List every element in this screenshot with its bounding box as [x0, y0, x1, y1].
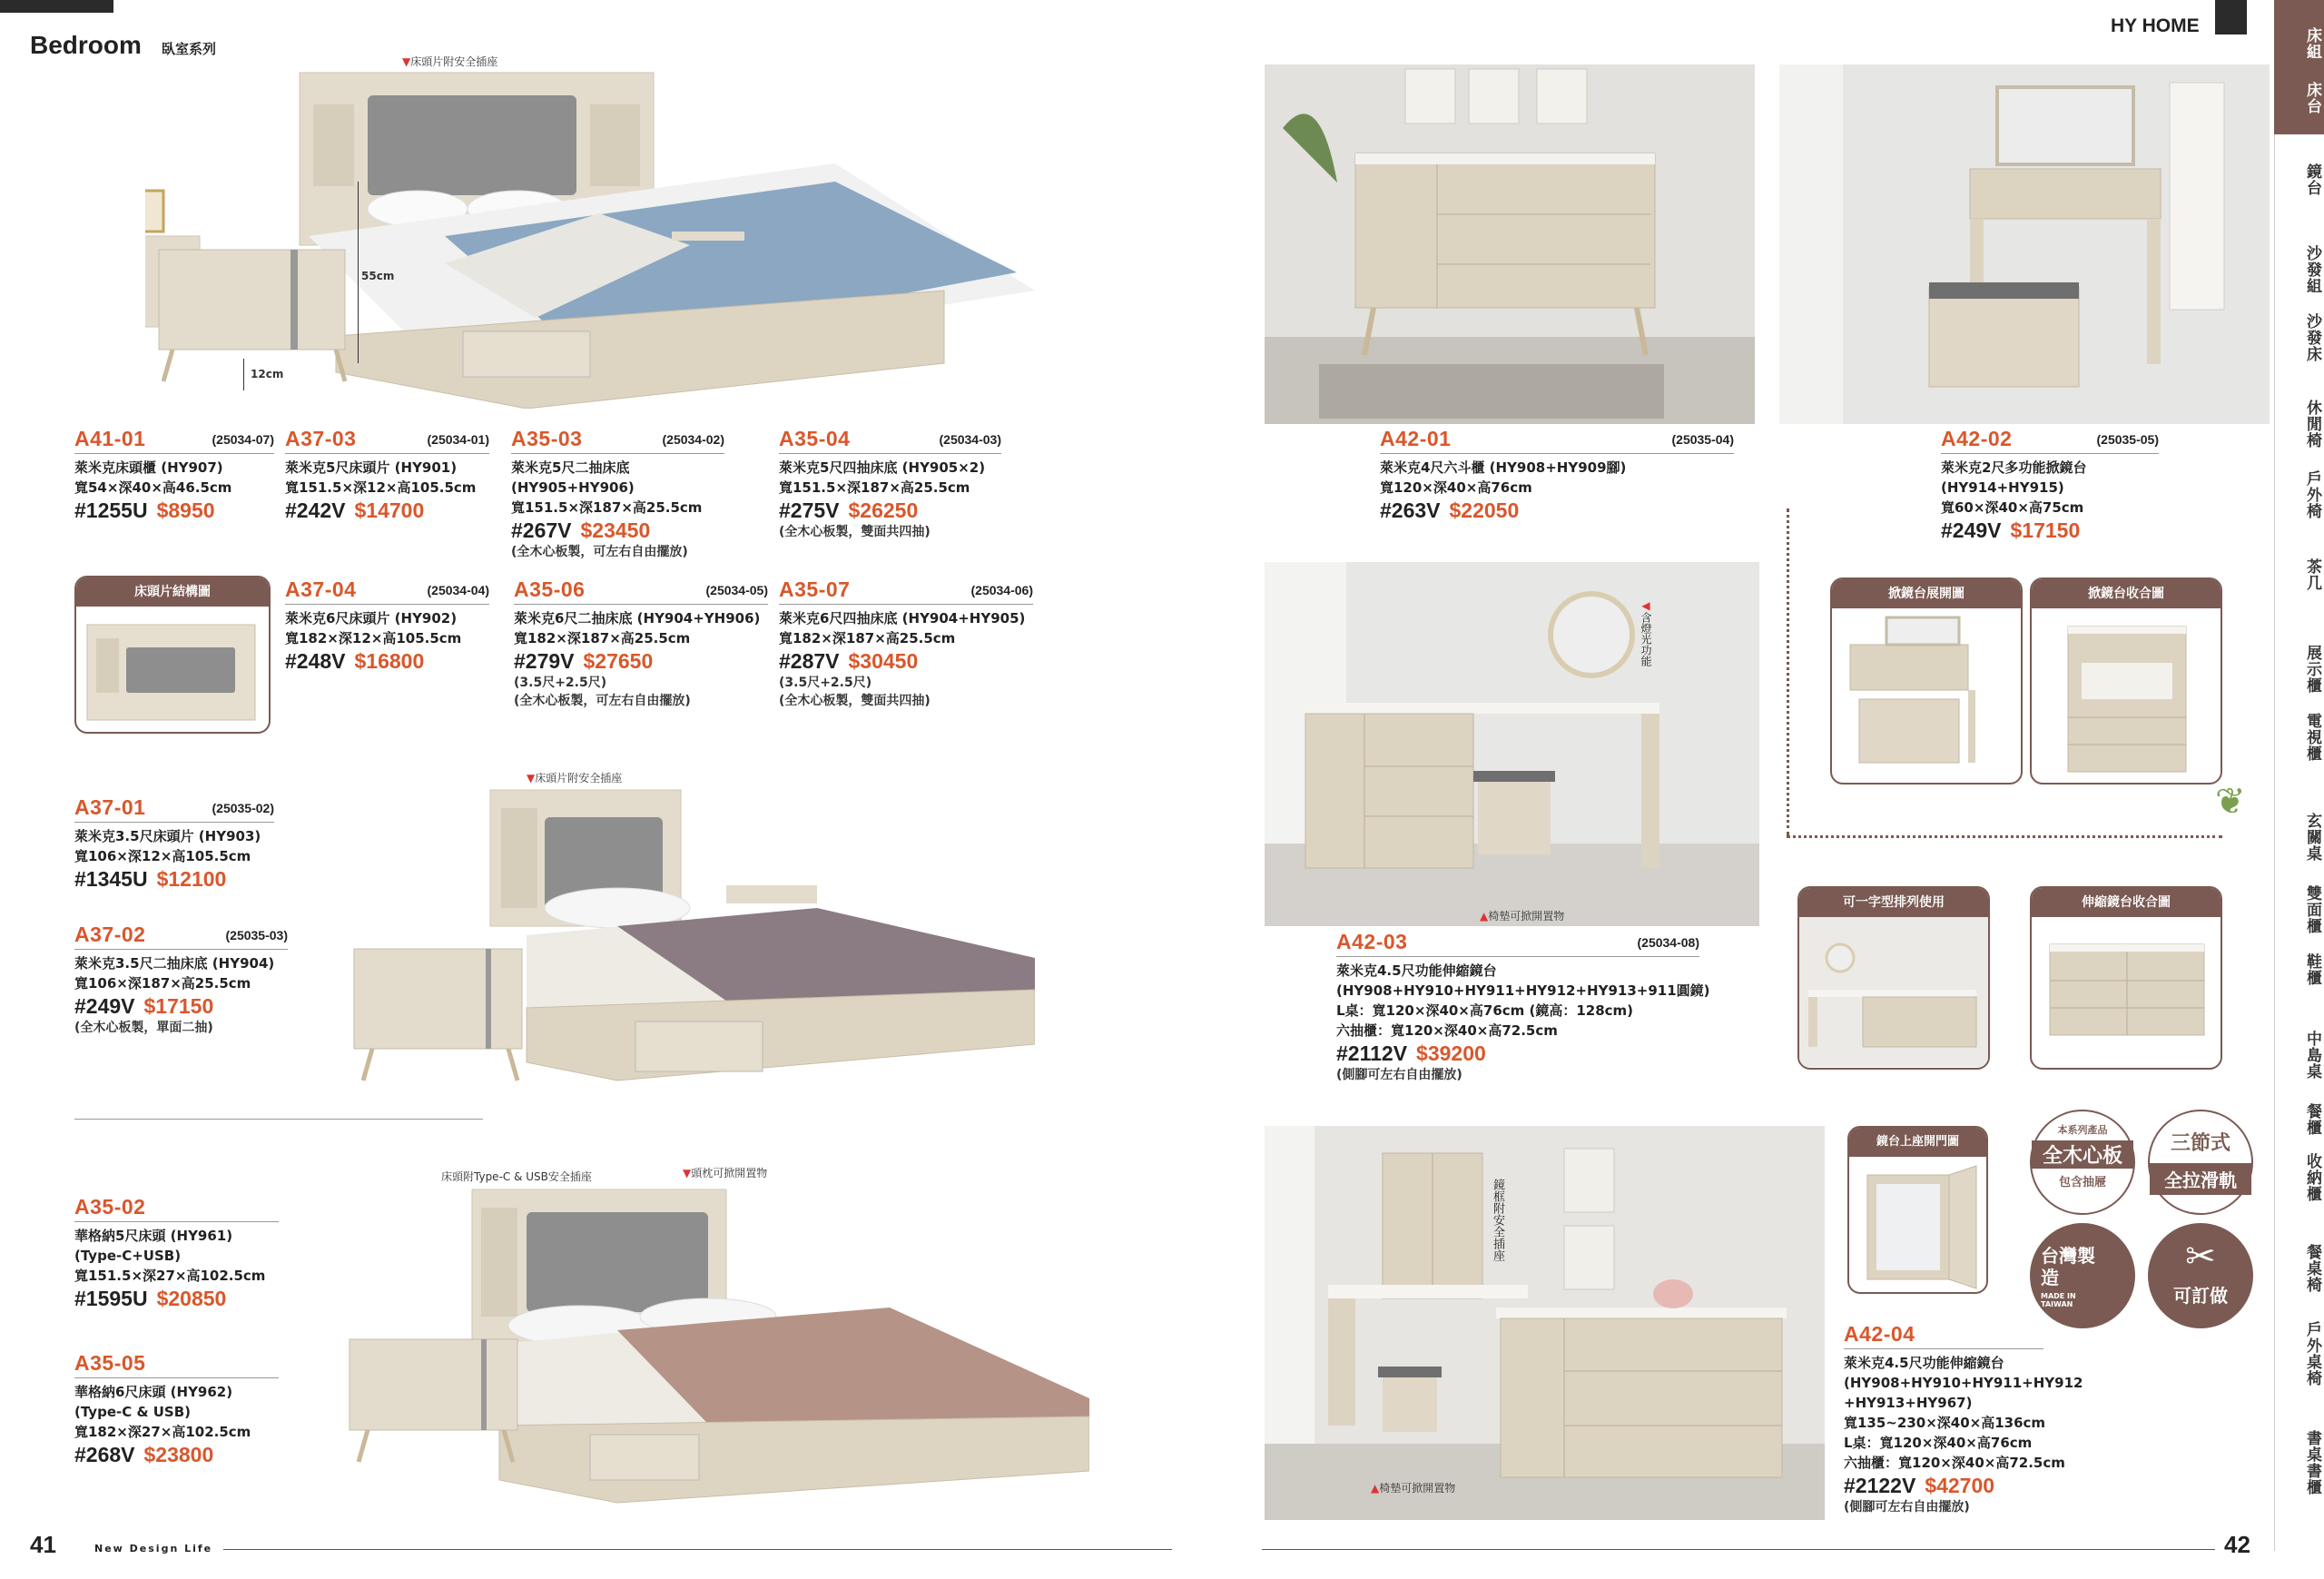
- inline-use-label: 可一字型排列使用: [1799, 888, 1988, 917]
- seat-annotation-2: ▲椅墊可掀開置物: [1371, 1482, 1456, 1495]
- product-ref: (25034-08): [1637, 935, 1699, 950]
- solid-wood-badge-sub: 包含抽屜: [2058, 1176, 2106, 1189]
- vanity-closed-box: [2030, 577, 2222, 785]
- section-divider-left: [74, 1119, 483, 1120]
- sidebar-item-lounge-chair[interactable]: 休閒椅: [2303, 400, 2321, 449]
- product-dimensions: 寬182×深187×高25.5cm: [514, 630, 691, 646]
- product-code: A37-01: [74, 795, 146, 819]
- product-price: #267V $23450: [511, 518, 651, 542]
- product-dimensions: 寬151.5×深187×高25.5cm: [511, 499, 703, 516]
- header-bar-right: [2215, 0, 2247, 35]
- product-price: #242V $14700: [285, 498, 425, 522]
- header-bar-left: [0, 0, 113, 13]
- dimension-line-small: [243, 359, 244, 390]
- product-note: (3.5尺+2.5尺): [514, 676, 607, 690]
- product-dimensions: 寬120×深40×高76cm: [1380, 479, 1532, 496]
- product-dimensions: 寬54×深40×高46.5cm: [74, 479, 232, 496]
- sidebar-item-sofa-bed[interactable]: 沙發床: [2303, 313, 2321, 362]
- product-ref: (25034-02): [662, 432, 724, 447]
- vanity-closed-label: 掀鏡台收合圖: [2032, 579, 2221, 608]
- vanity-photo-a42-03: [1265, 562, 1759, 926]
- product-dimensions: 寬151.5×深187×高25.5cm: [779, 479, 970, 496]
- page-number-left: 41: [30, 1531, 56, 1558]
- sidebar-item-sideboard[interactable]: 餐櫃: [2303, 1103, 2321, 1136]
- product-name: 華格納5尺床頭 (HY961): [74, 1228, 233, 1244]
- product-a37-03: [285, 427, 489, 523]
- product-ref: (25035-03): [225, 928, 288, 942]
- product-code: A35-07: [779, 577, 851, 601]
- product-dimensions: 寬151.5×深27×高102.5cm: [74, 1268, 266, 1284]
- page-title: Bedroom: [30, 31, 142, 59]
- product-dimensions: 寬135~230×深40×高136cm: [1844, 1415, 2046, 1431]
- custom-order-badge-label: 可訂做: [2173, 1285, 2228, 1307]
- product-code: A35-04: [779, 427, 851, 450]
- product-ref: (25034-06): [970, 583, 1033, 597]
- product-name: 萊米克4.5尺功能伸縮鏡台: [1844, 1355, 2004, 1371]
- product-price: #1595U $20850: [74, 1287, 227, 1310]
- sidebar-item-dresser[interactable]: 鏡台: [2303, 163, 2321, 196]
- product-dimensions: 寬182×深12×高105.5cm: [285, 630, 462, 646]
- sidebar-item-dining-set[interactable]: 餐桌椅: [2303, 1244, 2321, 1293]
- light-annotation: ◀含燈光功能: [1640, 599, 1652, 666]
- product-code: A42-02: [1941, 427, 2013, 450]
- mirror-door-label: 鏡台上座開門圖: [1849, 1128, 1986, 1157]
- product-a37-01: [74, 795, 274, 892]
- vanity-photo-a42-04: [1265, 1126, 1825, 1520]
- product-model: (Type-C & USB): [74, 1404, 192, 1420]
- product-a35-05: [74, 1351, 279, 1467]
- product-code: A35-03: [511, 427, 583, 450]
- product-note-2: (全木心板製，可左右自由擺放): [514, 694, 691, 708]
- outlet-annotation-3: 床頭附Type-C & USB安全插座: [441, 1170, 592, 1183]
- product-name: 萊米克2尺多功能掀鏡台: [1941, 459, 2087, 476]
- sidebar-item-outdoor-set[interactable]: 戶外桌椅: [2303, 1321, 2321, 1387]
- height-label-12: 12cm: [251, 368, 284, 380]
- slide-rail-badge: [2148, 1110, 2253, 1215]
- solid-wood-badge: [2030, 1110, 2135, 1215]
- nightstand-image-3: [345, 1330, 527, 1466]
- product-name: 萊米克5尺四抽床底 (HY905×2): [779, 459, 986, 476]
- product-dimensions: 寬182×深187×高25.5cm: [779, 630, 956, 646]
- product-code: A42-01: [1380, 427, 1452, 450]
- solid-wood-badge-top: 本系列產品: [2057, 1124, 2108, 1136]
- headboard-structure-box: [74, 576, 271, 734]
- outlet-annotation-2: ▼床頭片附安全插座: [527, 772, 623, 785]
- product-model: (HY905+HY906): [511, 479, 635, 496]
- product-ref: (25035-02): [212, 801, 274, 815]
- inline-use-box: [1797, 886, 1990, 1070]
- product-model-2: +HY913+HY967): [1844, 1395, 1973, 1411]
- product-dimensions-2: 六抽櫃：寬120×深40×高72.5cm: [1336, 1022, 1558, 1039]
- product-name: 萊米克4尺六斗櫃 (HY908+HY909腳): [1380, 459, 1627, 476]
- product-dimensions: 寬106×深187×高25.5cm: [74, 975, 251, 992]
- solid-wood-badge-main: 全木心板: [2032, 1140, 2133, 1169]
- product-dimensions: 寬151.5×深12×高105.5cm: [285, 479, 477, 496]
- product-price: #268V $23800: [74, 1443, 214, 1466]
- product-a42-02: [1941, 427, 2159, 543]
- mirror-outlet-annotation: 鏡框附安全插座: [1491, 1179, 1504, 1261]
- vanity-open-box: [1830, 577, 2023, 785]
- sidebar-item-display-cabinet[interactable]: 展示櫃: [2303, 645, 2321, 694]
- product-price: #287V $30450: [779, 649, 919, 673]
- footer-line-right: [1262, 1549, 2215, 1550]
- product-note: (3.5尺+2.5尺): [779, 676, 872, 690]
- product-note: (側腳可左右自由擺放): [1336, 1068, 1462, 1082]
- mirror-door-box: [1847, 1126, 1988, 1294]
- page-subtitle: 臥室系列: [162, 41, 217, 57]
- product-code: A37-03: [285, 427, 357, 450]
- product-a41-01: [74, 427, 274, 523]
- sidebar-item-bedset[interactable]: 床組: [2303, 27, 2321, 60]
- page-number-right: 42: [2224, 1531, 2250, 1558]
- tools-icon: ✂: [2185, 1236, 2216, 1278]
- product-dimensions-3: 六抽櫃：寬120×深40×高72.5cm: [1844, 1455, 2065, 1471]
- product-ref: (25034-01): [427, 432, 489, 447]
- dimension-line: [358, 182, 359, 363]
- product-a35-03: [511, 427, 724, 561]
- taiwan-made-badge-sub: MADE IN TAIWAN: [2041, 1292, 2076, 1308]
- outlet-annotation-1: ▼床頭片附安全插座: [402, 55, 498, 68]
- product-name: 萊米克6尺二抽床底 (HY904+YH906): [514, 610, 761, 627]
- product-dimensions: 寬106×深12×高105.5cm: [74, 848, 251, 864]
- product-name: 萊米克4.5尺功能伸縮鏡台: [1336, 962, 1497, 979]
- sidebar-item-desk[interactable]: 書桌書櫃: [2303, 1430, 2321, 1495]
- product-model: (HY908+HY910+HY911+HY912: [1844, 1375, 2083, 1391]
- product-price: #2112V $39200: [1336, 1041, 1486, 1065]
- product-dimensions-2: L桌：寬120×深40×高76cm: [1844, 1435, 2033, 1451]
- product-dimensions: 寬182×深27×高102.5cm: [74, 1424, 251, 1440]
- product-price: #248V $16800: [285, 649, 425, 673]
- sidebar-item-storage-cabinet[interactable]: 收納櫃: [2303, 1153, 2321, 1202]
- taiwan-made-badge-main: 台灣製造: [2041, 1245, 2095, 1288]
- product-price: #249V $17150: [74, 994, 214, 1018]
- product-price: #279V $27650: [514, 649, 654, 673]
- sidebar-item-island-table[interactable]: 中島桌: [2303, 1031, 2321, 1080]
- custom-order-badge: [2148, 1223, 2253, 1328]
- height-label-55: 55cm: [361, 270, 395, 282]
- vanity-open-label: 掀鏡台展開圖: [1832, 579, 2021, 608]
- retract-label: 伸縮鏡台收合圖: [2032, 888, 2221, 917]
- product-name: 萊米克5尺床頭片 (HY901): [285, 459, 458, 476]
- product-name: 萊米克床頭櫃 (HY907): [74, 459, 223, 476]
- headboard-structure-label: 床頭片結構圖: [76, 577, 269, 607]
- product-name: 萊米克3.5尺床頭片 (HY903): [74, 828, 261, 844]
- product-note: (全木心板製，單面二抽): [74, 1021, 213, 1035]
- dotted-divider-horizontal: [1787, 835, 2222, 838]
- sidebar-item-bedframe[interactable]: 床台: [2303, 82, 2321, 114]
- product-code: A42-03: [1336, 930, 1408, 953]
- product-a37-04: [285, 577, 489, 674]
- sidebar-item-shoe-cabinet[interactable]: 鞋櫃: [2303, 953, 2321, 986]
- product-code: A35-05: [74, 1351, 146, 1375]
- product-a42-04: [1844, 1322, 2083, 1516]
- product-name: 華格納6尺床頭 (HY962): [74, 1384, 233, 1400]
- product-a35-07: [779, 577, 1033, 710]
- product-ref: (25034-05): [705, 583, 768, 597]
- dresser-photo-a42-01: [1265, 64, 1755, 424]
- product-code: A35-06: [514, 577, 586, 601]
- product-price: #263V $22050: [1380, 498, 1520, 522]
- sidebar-item-tv-cabinet[interactable]: 電視櫃: [2303, 713, 2321, 762]
- footer-line-left: [223, 1549, 1172, 1550]
- product-price: #1255U $8950: [74, 498, 215, 522]
- slide-rail-badge-main: 全拉滑軌: [2150, 1163, 2251, 1195]
- product-model: (HY908+HY910+HY911+HY912+HY913+911圓鏡): [1336, 982, 1710, 999]
- brand-name: HY HOME: [2111, 15, 2200, 36]
- product-model: (Type-C+USB): [74, 1248, 182, 1264]
- product-ref: (25034-07): [212, 432, 274, 447]
- product-a35-06: [514, 577, 768, 710]
- product-code: A37-04: [285, 577, 357, 601]
- product-a37-02: [74, 923, 288, 1037]
- leaf-icon: ❦: [2215, 781, 2246, 823]
- dotted-divider-vertical: [1787, 508, 1789, 835]
- vanity-photo-a42-02: [1779, 64, 2270, 424]
- sidebar-item-sofa-set[interactable]: 沙發組: [2303, 245, 2321, 294]
- product-note: (全木心板製，可左右自由擺放): [511, 545, 688, 559]
- nightstand-image-1: [154, 241, 354, 386]
- product-price: #275V $26250: [779, 498, 919, 522]
- slide-rail-badge-top: 三節式: [2170, 1132, 2230, 1155]
- product-note: (全木心板製，雙面共四抽): [779, 525, 931, 539]
- product-code: A42-04: [1844, 1322, 1915, 1346]
- product-ref: (25035-05): [2096, 432, 2159, 447]
- product-price: #2122V $42700: [1844, 1474, 1995, 1497]
- product-dimensions: 寬60×深40×高75cm: [1941, 499, 2084, 516]
- sidebar-item-double-cabinet[interactable]: 雙面櫃: [2303, 885, 2321, 934]
- product-a35-02: [74, 1195, 279, 1311]
- sidebar-item-outdoor-chair[interactable]: 戶外椅: [2303, 470, 2321, 519]
- product-note-2: (全木心板製，雙面共四抽): [779, 694, 931, 708]
- product-ref: (25035-04): [1671, 432, 1734, 447]
- product-model: (HY914+HY915): [1941, 479, 2064, 496]
- seat-annotation-1: ▲椅墊可掀開置物: [1480, 910, 1565, 923]
- product-price: #249V $17150: [1941, 518, 2081, 542]
- product-note: (側腳可左右自由擺放): [1844, 1500, 1970, 1515]
- product-name: 萊米克6尺四抽床底 (HY904+HY905): [779, 610, 1026, 627]
- nightstand-image-2: [350, 940, 531, 1085]
- product-a42-03: [1336, 930, 1710, 1084]
- product-a42-01: [1380, 427, 1734, 523]
- product-code: A37-02: [74, 923, 146, 946]
- product-name: 萊米克5尺二抽床底: [511, 459, 630, 476]
- sidebar-item-coffee-table[interactable]: 茶几: [2303, 558, 2321, 591]
- retract-box: [2030, 886, 2222, 1070]
- product-a35-04: [779, 427, 1001, 541]
- sidebar-item-entry-table[interactable]: 玄關桌: [2303, 813, 2321, 862]
- product-price: #1345U $12100: [74, 867, 227, 891]
- taiwan-made-badge: [2030, 1223, 2135, 1328]
- product-name: 萊米克3.5尺二抽床底 (HY904): [74, 955, 275, 972]
- product-code: A41-01: [74, 427, 146, 450]
- product-ref: (25034-03): [939, 432, 1001, 447]
- product-name: 萊米克6尺床頭片 (HY902): [285, 610, 458, 627]
- product-ref: (25034-04): [427, 583, 489, 597]
- tagline: New Design Life: [94, 1543, 213, 1554]
- product-code: A35-02: [74, 1195, 146, 1219]
- storage-annotation: ▼頭枕可掀開置物: [683, 1167, 768, 1179]
- product-dimensions: L桌：寬120×深40×高76cm (鏡高：128cm): [1336, 1002, 1634, 1019]
